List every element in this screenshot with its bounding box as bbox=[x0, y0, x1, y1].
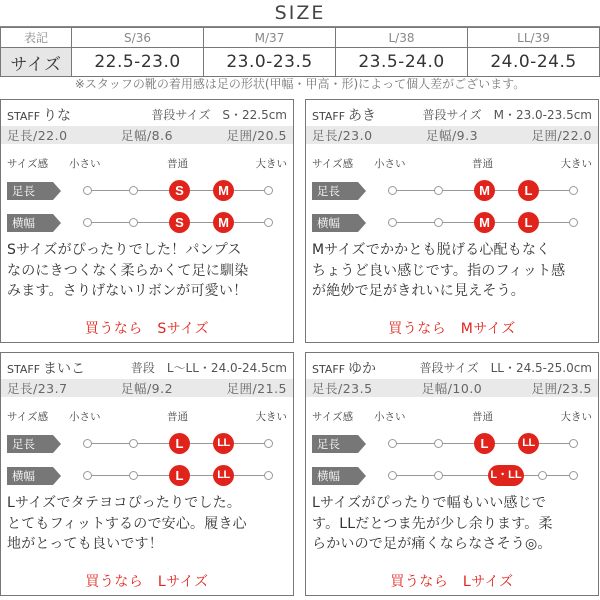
staff-card bbox=[0, 352, 294, 596]
length-scale bbox=[388, 180, 578, 202]
usual-size: 普段 L～LL・24.0-24.5cm bbox=[130, 361, 287, 375]
foot-girth: 足囲/23.5 bbox=[531, 381, 592, 396]
width-label: 横幅 bbox=[312, 214, 358, 232]
scale-dot bbox=[434, 186, 443, 195]
length-scale bbox=[83, 180, 273, 202]
scale-dot bbox=[83, 471, 92, 480]
scale-dot bbox=[434, 439, 443, 448]
staff-header bbox=[312, 358, 592, 378]
foot-measurements bbox=[1, 379, 293, 397]
comment-line: Mサイズでかかとも脱げる心配もなく bbox=[312, 242, 551, 258]
staff-tag: STAFF bbox=[7, 110, 41, 123]
size-mark: M bbox=[474, 212, 495, 233]
scale-label: サイズ感 bbox=[312, 411, 354, 423]
scale-header bbox=[7, 156, 287, 170]
recommended-size: 買うなら Sサイズ bbox=[84, 321, 210, 337]
size-label: L/38 bbox=[336, 28, 468, 48]
foot-width: 足幅/10.0 bbox=[421, 381, 483, 396]
size-value-row bbox=[1, 48, 600, 77]
size-title: SIZE bbox=[274, 2, 326, 24]
scale-dot bbox=[569, 186, 578, 195]
foot-width: 足幅/8.6 bbox=[120, 128, 174, 143]
scale-normal: 普通 bbox=[472, 411, 493, 423]
length-label: 足長 bbox=[7, 435, 53, 453]
scale-dot bbox=[129, 186, 138, 195]
staff-name: りな bbox=[43, 108, 72, 124]
recommended-size: 買うなら Mサイズ bbox=[388, 321, 516, 337]
foot-measurements bbox=[306, 379, 598, 397]
scale-normal: 普通 bbox=[472, 158, 493, 170]
value-header: サイズ bbox=[1, 48, 72, 77]
scale-line bbox=[388, 475, 578, 476]
size-label-row bbox=[1, 28, 600, 48]
scale-dot bbox=[129, 439, 138, 448]
scale-dot bbox=[83, 186, 92, 195]
scale-dot bbox=[388, 439, 397, 448]
scale-header bbox=[312, 156, 592, 170]
scale-dot bbox=[569, 471, 578, 480]
size-mark: LL bbox=[518, 433, 539, 454]
scale-small: 小さい bbox=[69, 158, 101, 170]
size-mark: M bbox=[213, 212, 234, 233]
label-header: 表記 bbox=[1, 28, 72, 48]
scale-label: サイズ感 bbox=[312, 158, 354, 170]
scale-dot bbox=[264, 471, 273, 480]
comment-line: Lサイズでタテヨコぴったりでした。 bbox=[7, 495, 242, 511]
foot-length: 足長/23.5 bbox=[312, 381, 373, 396]
comment-line: ちょうど良い感じです。指のフィット感 bbox=[312, 262, 566, 279]
scale-dot bbox=[129, 471, 138, 480]
length-label: 足長 bbox=[312, 182, 358, 200]
comment-line: Sサイズがぴったりでした！パンプス bbox=[7, 242, 242, 258]
scale-big: 大きい bbox=[255, 411, 287, 423]
comment-line: なのにきつくなく柔らかくて足に馴染 bbox=[7, 262, 249, 279]
foot-girth: 足囲/21.5 bbox=[226, 381, 287, 396]
scale-big: 大きい bbox=[560, 411, 592, 423]
staff-header bbox=[7, 358, 287, 378]
comment-line: 地がとっても良いです！ bbox=[7, 536, 163, 552]
foot-length: 足長/23.7 bbox=[7, 381, 68, 396]
scale-label: サイズ感 bbox=[7, 158, 49, 170]
size-label: LL/39 bbox=[468, 28, 600, 48]
size-mark: L・LL bbox=[488, 465, 524, 486]
scale-dot bbox=[264, 439, 273, 448]
scale-dot bbox=[83, 439, 92, 448]
scale-header bbox=[312, 409, 592, 423]
staff-comment bbox=[7, 240, 289, 302]
size-mark: LL bbox=[213, 465, 234, 486]
size-mark: L bbox=[474, 433, 495, 454]
staff-name: あき bbox=[348, 108, 377, 124]
scale-normal: 普通 bbox=[167, 158, 188, 170]
scale-small: 小さい bbox=[374, 411, 406, 423]
width-label: 横幅 bbox=[312, 467, 358, 485]
size-mark: M bbox=[474, 180, 495, 201]
usual-size: 普段サイズ S・22.5cm bbox=[151, 108, 287, 122]
staff-comment bbox=[312, 493, 594, 555]
comment-line: す。LLだとつま先が少し余ります。柔 bbox=[312, 515, 553, 532]
scale-dot bbox=[569, 218, 578, 227]
size-value: 22.5-23.0 bbox=[72, 48, 204, 77]
size-value: 23.5-24.0 bbox=[336, 48, 468, 77]
foot-girth: 足囲/20.5 bbox=[226, 128, 287, 143]
comment-line: らかいので足が痛くならなさそう◎。 bbox=[312, 536, 552, 552]
size-table bbox=[0, 27, 600, 77]
width-scale bbox=[83, 212, 273, 234]
staff-comment bbox=[7, 493, 289, 555]
width-scale bbox=[83, 465, 273, 487]
size-mark: S bbox=[169, 180, 190, 201]
usual-size: 普段サイズ LL・24.5-25.0cm bbox=[419, 361, 592, 375]
staff-header bbox=[7, 105, 287, 125]
staff-comment bbox=[312, 240, 594, 302]
foot-width: 足幅/9.2 bbox=[120, 381, 174, 396]
scale-small: 小さい bbox=[374, 158, 406, 170]
width-scale bbox=[388, 465, 578, 487]
staff-card bbox=[305, 99, 599, 343]
length-label: 足長 bbox=[312, 435, 358, 453]
scale-header bbox=[7, 409, 287, 423]
size-value: 23.0-23.5 bbox=[204, 48, 336, 77]
width-label: 横幅 bbox=[7, 214, 53, 232]
scale-big: 大きい bbox=[255, 158, 287, 170]
staff-card bbox=[305, 352, 599, 596]
staff-header bbox=[312, 105, 592, 125]
staff-name: ゆか bbox=[348, 361, 377, 377]
staff-card bbox=[0, 99, 294, 343]
scale-dot bbox=[388, 218, 397, 227]
scale-dot bbox=[388, 471, 397, 480]
foot-width: 足幅/9.3 bbox=[425, 128, 479, 143]
scale-big: 大きい bbox=[560, 158, 592, 170]
size-label: S/36 bbox=[72, 28, 204, 48]
foot-measurements bbox=[1, 126, 293, 144]
usual-size: 普段サイズ M・23.0-23.5cm bbox=[422, 108, 592, 122]
comment-line: Lサイズがぴったりで幅もいい感じで bbox=[312, 495, 547, 511]
staff-name: まいこ bbox=[43, 361, 86, 377]
width-scale bbox=[388, 212, 578, 234]
size-mark: LL bbox=[213, 433, 234, 454]
size-mark: L bbox=[169, 433, 190, 454]
size-label: M/37 bbox=[204, 28, 336, 48]
foot-girth: 足囲/22.0 bbox=[531, 128, 592, 143]
size-mark: L bbox=[169, 465, 190, 486]
scale-dot bbox=[569, 439, 578, 448]
comment-line: が絶妙で足がきれいに見えそう。 bbox=[312, 283, 525, 299]
scale-small: 小さい bbox=[69, 411, 101, 423]
fit-note: ※スタッフの靴の着用感は足の形状(甲幅・甲高・形)によって個人差がございます。 bbox=[74, 77, 526, 91]
length-scale bbox=[388, 433, 578, 455]
scale-dot bbox=[388, 186, 397, 195]
recommended-size: 買うなら Lサイズ bbox=[390, 574, 514, 590]
scale-dot bbox=[434, 471, 443, 480]
size-mark: L bbox=[518, 180, 539, 201]
staff-tag: STAFF bbox=[312, 363, 346, 376]
comment-line: とてもフィットするので安心。履き心 bbox=[7, 515, 247, 532]
scale-dot bbox=[434, 218, 443, 227]
recommended-size: 買うなら Lサイズ bbox=[85, 574, 209, 590]
scale-dot bbox=[264, 186, 273, 195]
scale-dot bbox=[129, 218, 138, 227]
size-mark: S bbox=[169, 212, 190, 233]
size-value: 24.0-24.5 bbox=[468, 48, 600, 77]
scale-normal: 普通 bbox=[167, 411, 188, 423]
foot-length: 足長/23.0 bbox=[312, 128, 373, 143]
scale-label: サイズ感 bbox=[7, 411, 49, 423]
size-mark: M bbox=[213, 180, 234, 201]
width-label: 横幅 bbox=[7, 467, 53, 485]
scale-dot bbox=[538, 471, 547, 480]
staff-tag: STAFF bbox=[312, 110, 346, 123]
comment-line: みます。さりげないリボンが可愛い！ bbox=[7, 283, 248, 299]
scale-dot bbox=[83, 218, 92, 227]
foot-length: 足長/22.0 bbox=[7, 128, 68, 143]
size-mark: L bbox=[518, 212, 539, 233]
staff-tag: STAFF bbox=[7, 363, 41, 376]
length-label: 足長 bbox=[7, 182, 53, 200]
foot-measurements bbox=[306, 126, 598, 144]
scale-dot bbox=[264, 218, 273, 227]
length-scale bbox=[83, 433, 273, 455]
